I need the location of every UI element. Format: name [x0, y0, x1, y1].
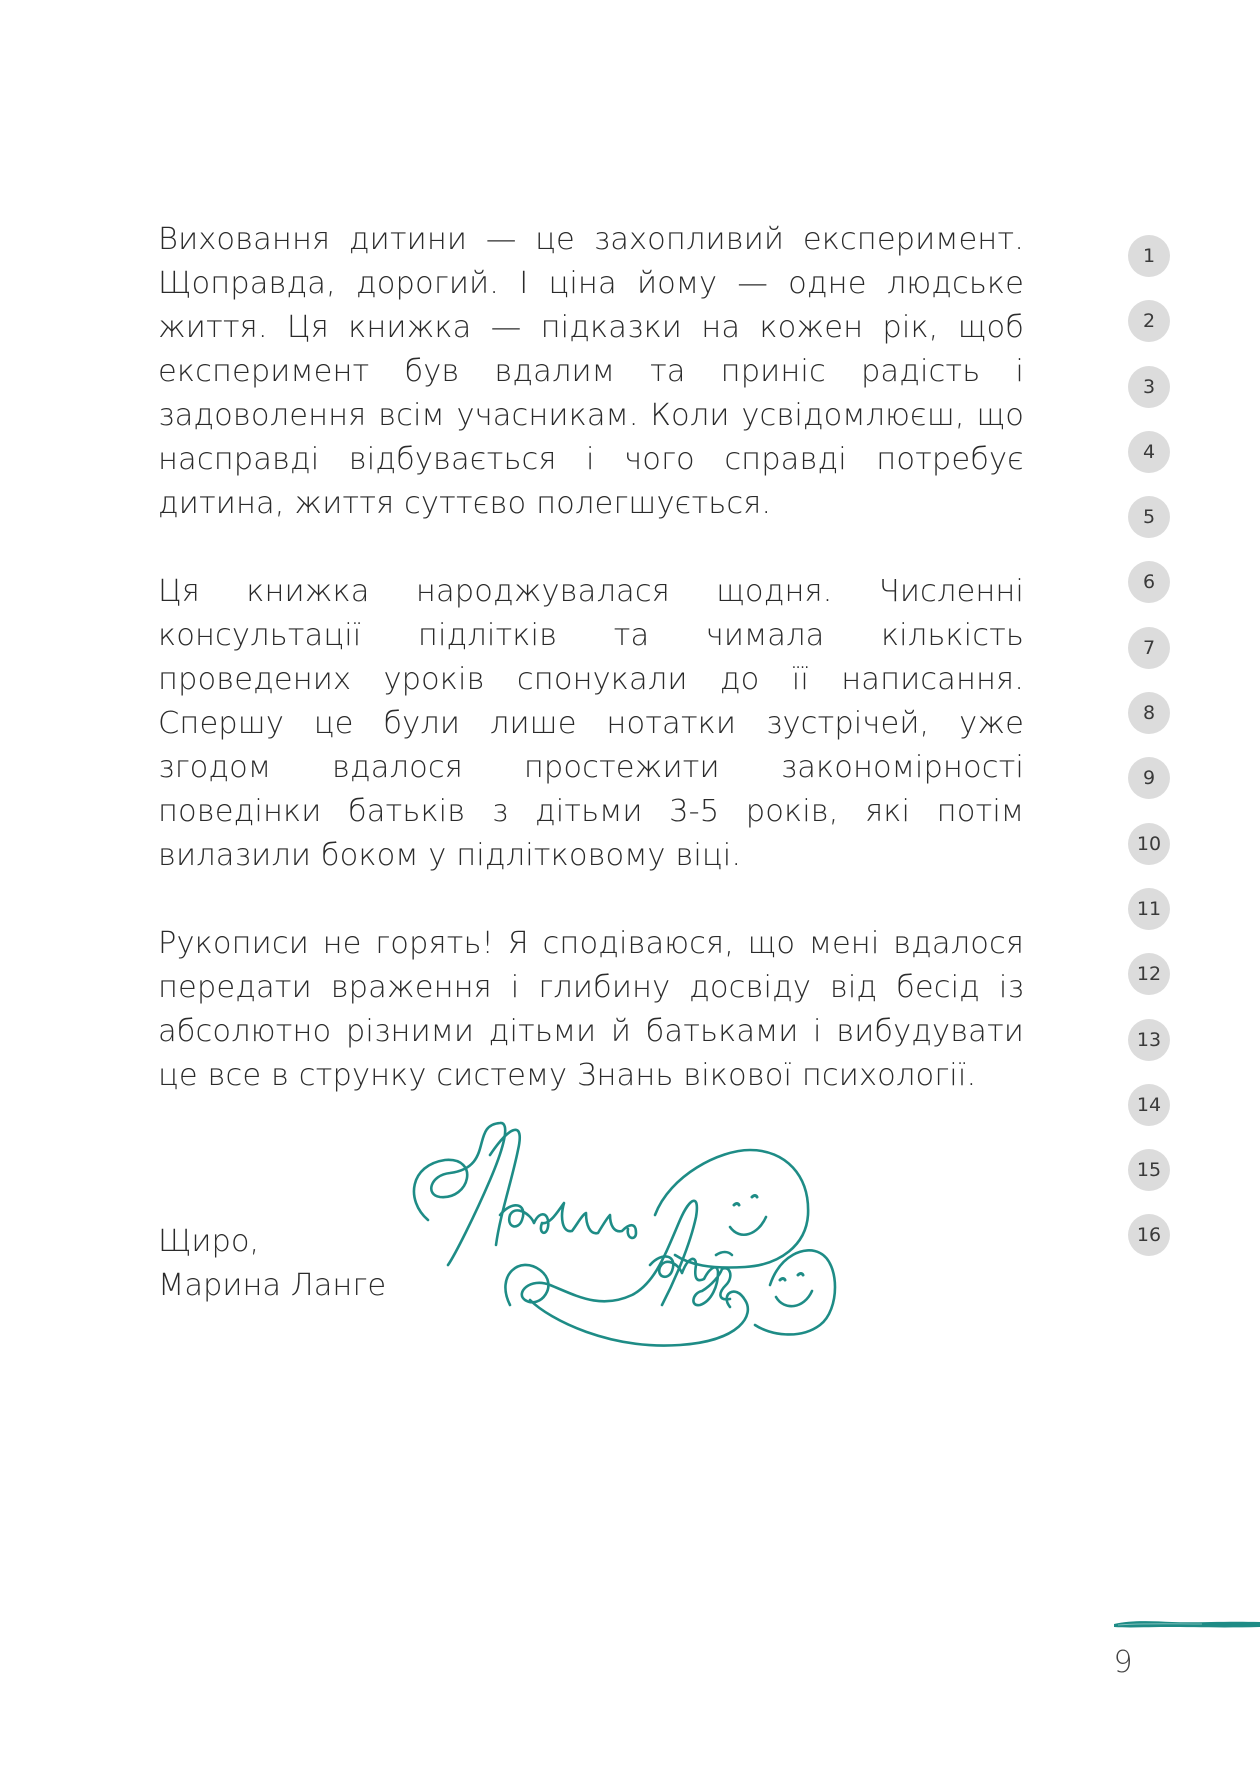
chapter-dot-7[interactable]: 7: [1128, 627, 1170, 669]
chapter-dot-1[interactable]: 1: [1128, 235, 1170, 277]
chapter-dot-16[interactable]: 16: [1128, 1214, 1170, 1256]
chapter-dot-12[interactable]: 12: [1128, 953, 1170, 995]
chapter-dot-3[interactable]: 3: [1128, 366, 1170, 408]
paragraph-2: Ця книжка народжувалася щодня. Численні консультації підлітків та чимала кількість проведених уроків спонукали до її написання. Спершу це були лише нотатки зустрічей, уже згодом вдалося простежити закономірності поведінки батьків з дітьми 3-5 років, які потім вилазили боком у підлітковому віці.: [158, 574, 1024, 873]
handwritten-signature: [400, 1105, 940, 1405]
chapter-dot-4[interactable]: 4: [1128, 431, 1170, 473]
chapter-dot-13[interactable]: 13: [1128, 1019, 1170, 1061]
closing-greeting: Щиро,: [158, 1224, 260, 1259]
chapter-dot-14[interactable]: 14: [1128, 1084, 1170, 1126]
chapter-dot-9[interactable]: 9: [1128, 757, 1170, 799]
chapter-dot-11[interactable]: 11: [1128, 888, 1170, 930]
chapter-navigation: [1128, 235, 1170, 1280]
chapter-dot-5[interactable]: 5: [1128, 496, 1170, 538]
foreword-text: [158, 218, 1024, 1142]
page-number: 9: [1113, 1645, 1133, 1680]
paragraph-3: Рукописи не горять! Я сподіваюся, що мені вдалося передати враження і глибину досвіду від бесід із абсолютно різними дітьми й батьками і вибудувати це все в струнку систему Знань вікової психології.: [158, 926, 1024, 1093]
chapter-dot-8[interactable]: 8: [1128, 692, 1170, 734]
chapter-dot-2[interactable]: 2: [1128, 300, 1170, 342]
chapter-dot-6[interactable]: 6: [1128, 561, 1170, 603]
closing-author: Марина Ланге: [158, 1268, 387, 1303]
closing: [158, 1220, 386, 1308]
paragraph-1: Виховання дитини — це захопливий експеримент. Щоправда, дорогий. І ціна йому — одне людське життя. Ця книжка — підказки на кожен рік, щоб експеримент був вдалим та приніс радість і задоволення всім учасникам. Коли усвідомлюєш, що насправді відбувається і чого справді потребує дитина, життя суттєво полегшується.: [158, 222, 1024, 521]
brush-stroke-divider: [1112, 1615, 1260, 1631]
chapter-dot-10[interactable]: 10: [1128, 823, 1170, 865]
chapter-dot-15[interactable]: 15: [1128, 1149, 1170, 1191]
